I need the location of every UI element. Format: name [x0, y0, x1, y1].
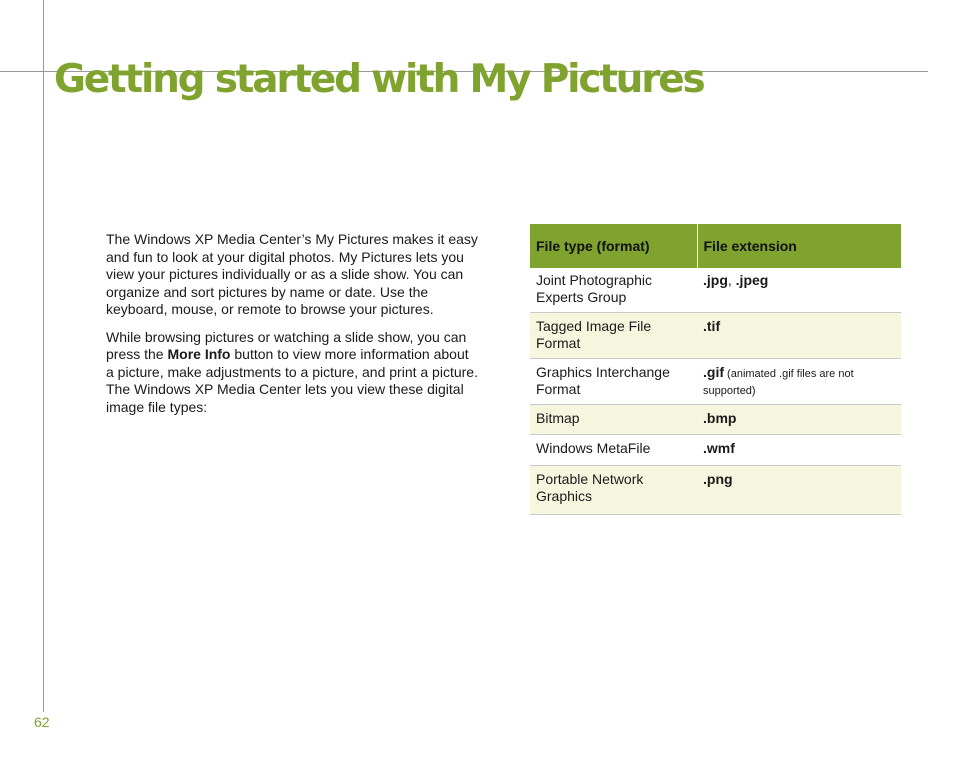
table-row: [530, 359, 901, 405]
extension: .tif: [703, 318, 721, 334]
file-extension-cell: [697, 435, 901, 466]
table-header-row: [530, 224, 901, 268]
table-row: [530, 405, 901, 435]
file-extension-cell: [697, 405, 901, 435]
file-extension-cell: [697, 268, 901, 313]
file-type-cell: Graphics Interchange Format: [530, 359, 697, 405]
extension: .gif: [703, 364, 724, 380]
file-type-cell: Windows MetaFile: [530, 435, 697, 466]
intro-paragraph-2-start: While browsing pictures or watching a slide show, you can press the: [106, 328, 467, 362]
file-type-cell: Joint Photographic Experts Group: [530, 268, 697, 313]
file-type-cell: Tagged Image File Format: [530, 313, 697, 359]
more-info-term: More Info: [167, 346, 231, 362]
header-file-type: File type (format): [530, 224, 697, 268]
intro-text: [106, 231, 478, 426]
page-title: Getting started with My Pictures: [54, 57, 704, 102]
extension: .png: [703, 471, 733, 487]
file-extension-cell: [697, 313, 901, 359]
file-extension-cell: [697, 359, 901, 405]
intro-paragraph-2: [106, 329, 478, 417]
extension: .jpg: [703, 272, 728, 288]
intro-paragraph-1: The Windows XP Media Center’s My Pictures makes it easy and fun to look at your digital photos. My Pictures lets you view your pictures individually or as a slide show. You can organize and sort pictures by name or date. Use the keyboard, mouse, or remote to browse your pictures.: [106, 231, 478, 317]
intro-paragraph-2-end: button to view more information about a picture, make adjustments to a picture, and print a picture. The Windows XP Media Center lets you view these digital image file types:: [106, 346, 478, 415]
extension-separator: ,: [727, 272, 736, 288]
extension-alt: .jpeg: [735, 272, 769, 288]
file-types-table: [530, 224, 901, 515]
extension-note: (animated .gif files are not supported): [703, 368, 854, 397]
table-row: [530, 435, 901, 466]
page-number: 62: [34, 714, 50, 730]
table-row: [530, 466, 901, 515]
file-type-cell: Portable Network Graphics: [530, 466, 697, 515]
table-row: [530, 268, 901, 313]
table-row: [530, 313, 901, 359]
extension: .wmf: [703, 440, 735, 456]
left-margin-rule: [43, 0, 44, 712]
file-type-cell: Bitmap: [530, 405, 697, 435]
header-file-extension: File extension: [697, 224, 901, 268]
file-extension-cell: [697, 466, 901, 515]
extension: .bmp: [703, 410, 737, 426]
